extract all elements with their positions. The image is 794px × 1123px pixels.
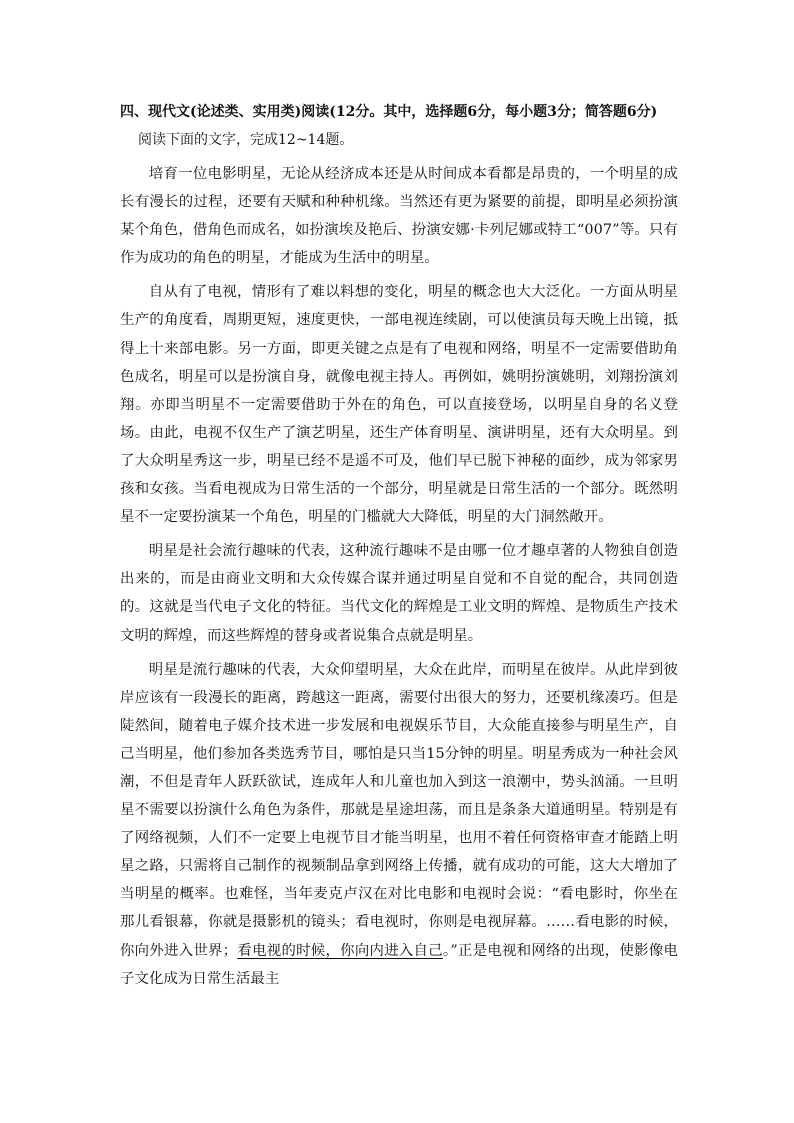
section-heading: 四、现代文(论述类、实用类)阅读(12分。其中，选择题6分，每小题3分；简答题6分): [120, 104, 658, 120]
paragraph-4: [120, 656, 678, 993]
underlined-quote: 看电视的时候，你向内进入自己: [237, 942, 443, 959]
paragraph-3: 明星是社会流行趣味的代表，这种流行趣味不是由哪一位才趣卓著的人物独自创造出来的，而是由商业文明和大众传媒合谋并通过明星自觉和不自觉的配合，共同创造的。这就是当代电子文化的特征。当代文化的辉煌是工业文明的辉煌、是物质生产技术文明的辉煌，而这些辉煌的替身或者说集合点就是明星。: [120, 543, 678, 644]
paragraph-2: 自从有了电视，情形有了难以料想的变化，明星的概念也大大泛化。一方面从明星生产的角度看，周期更短，速度更快，一部电视连续剧，可以使演员每天晚上出镜，抵得上十来部电影。另一方面，即更关键之点是有了电视和网络，明星不一定需要借助角色成名，明星可以是扮演自身，就像电视主持人。再例如，姚明扮演姚明，刘翔扮演刘翔。亦即当明星不一定需要借助于外在的角色，可以直接登场，以明星自身的名义登场。由此，电视不仅生产了演艺明星，还生产体育明星、演讲明星，还有大众明星。到了大众明星秀这一步，明星已经不是遥不可及，他们早已脱下神秘的面纱，成为邻家男孩和女孩。当看电视成为日常生活的一个部分，明星就是日常生活的一个部分。既然明星不一定要扮演某一个角色，明星的门槛就大大降低，明星的大门洞然敞开。: [120, 284, 678, 526]
paragraph-4-tail: 。”正是电视和网络的出现，使影像电子文化成为日常生活最主: [120, 942, 678, 987]
document-content: [120, 101, 678, 993]
paragraph-4-text: 明星是流行趣味的代表，大众仰望明星，大众在此岸，而明星在彼岸。从此岸到彼岸应该有一段漫长的距离，跨越这一距离，需要付出很大的努力，还要机缘凑巧。但是陡然间，随着电子媒介技术进一步发展和电视娱乐节目，大众能直接参与明星生产，自己当明星，他们参加各类选秀节目，哪怕是只当15分钟的明星。明星秀成为一种社会风潮，不但是青年人跃跃欲试，连成年人和儿童也加入到这一浪潮中，势头汹涌。一旦明星不需要以扮演什么角色为条件，那就是星途坦荡，而且是条条大道通明星。特别是有了网络视频，人们不一定要上电视节目才能当明星，也用不着任何资格审查才能踏上明星之路，只需将自己制作的视频制品拿到网络上传播，就有成功的可能，这大大增加了当明星的概率。也难怪，当年麦克卢汉在对比电影和电视时会说：“看电影时，你坐在那儿看银幕，你就是摄影机的镜头；看电视时，你则是电视屏幕。……看电影的时候，你向外进入世界；: [120, 661, 678, 959]
reading-instruction: 阅读下面的文字，完成12~14题。: [138, 132, 354, 148]
paragraph-1: 培育一位电影明星，无论从经济成本还是从时间成本看都是昂贵的，一个明星的成长有漫长的过程，还要有天赋和种种机缘。当然还有更为紧要的前提，即明星必须扮演某个角色，借角色而成名，如扮演埃及艳后、扮演安娜·卡列尼娜或特工“007”等。只有作为成功的角色的明星，才能成为生活中的明星。: [120, 166, 678, 267]
